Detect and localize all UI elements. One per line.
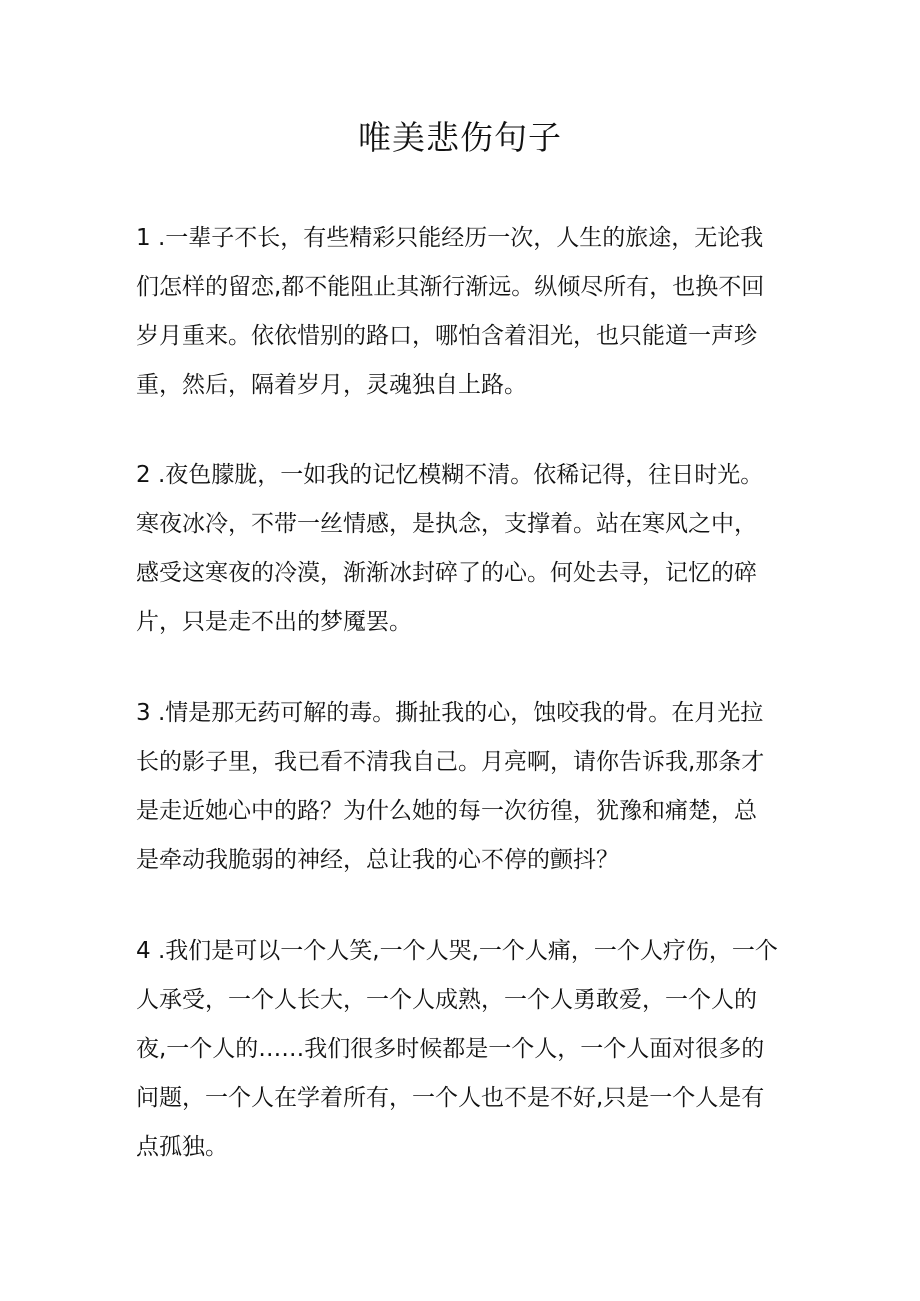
entry-line: 寒夜冰冷，不带一丝情感，是执念，支撑着。站在寒风之中，	[136, 511, 757, 537]
entry-line: 片，只是走不出的梦魇罢。	[136, 609, 412, 635]
entry-line: 是走近她心中的路？为什么她的每一次彷徨，犹豫和痛楚，总	[136, 798, 757, 824]
entry-line: 点孤独。	[136, 1134, 228, 1160]
sentence-entry-3	[136, 689, 796, 885]
entry-line	[136, 927, 796, 976]
entry-line: 长的影子里，我已看不清我自己。月亮啊，请你告诉我,那条才	[136, 749, 765, 775]
entry-line: 是牵动我脆弱的神经，总让我的心不停的颤抖？	[136, 847, 619, 873]
sentence-entry-1	[136, 214, 796, 410]
entry-number: 1	[136, 225, 151, 251]
sentence-entry-4	[136, 927, 796, 1172]
entry-line: 人承受，一个人长大，一个人成熟，一个人勇敢爱，一个人的	[136, 987, 757, 1013]
entry-text: .一辈子不长，有些精彩只能经历一次，人生的旅途，无论我	[150, 225, 764, 251]
entry-number: 2	[136, 462, 151, 488]
entry-number: 4	[136, 938, 151, 964]
document-title: 唯美悲伤句子	[358, 118, 562, 157]
entry-line: 感受这寒夜的冷漠，渐渐冰封碎了的心。何处去寻，记忆的碎	[136, 560, 757, 586]
entry-line	[136, 689, 796, 738]
entry-text: .我们是可以一个人笑,一个人哭,一个人痛，一个人疗伤，一个	[150, 938, 778, 964]
entry-line: 问题，一个人在学着所有，一个人也不是不好,只是一个人是有	[136, 1085, 765, 1111]
entry-number: 3	[136, 700, 151, 726]
entry-line: 夜,一个人的……我们很多时候都是一个人，一个人面对很多的	[136, 1036, 765, 1062]
entry-text: .情是那无药可解的毒。撕扯我的心，蚀咬我的骨。在月光拉	[150, 700, 764, 726]
entry-line: 重，然后，隔着岁月，灵魂独自上路。	[136, 372, 527, 398]
sentence-entry-2	[136, 451, 796, 647]
entry-line: 岁月重来。依依惜别的路口，哪怕含着泪光，也只能道一声珍	[136, 323, 757, 349]
entry-line: 们怎样的留恋,都不能阻止其渐行渐远。纵倾尽所有，也换不回	[136, 274, 765, 300]
entry-line	[136, 451, 796, 500]
entry-text: .夜色朦胧，一如我的记忆模糊不清。依稀记得，往日时光。	[150, 462, 764, 488]
entry-line	[136, 214, 796, 263]
